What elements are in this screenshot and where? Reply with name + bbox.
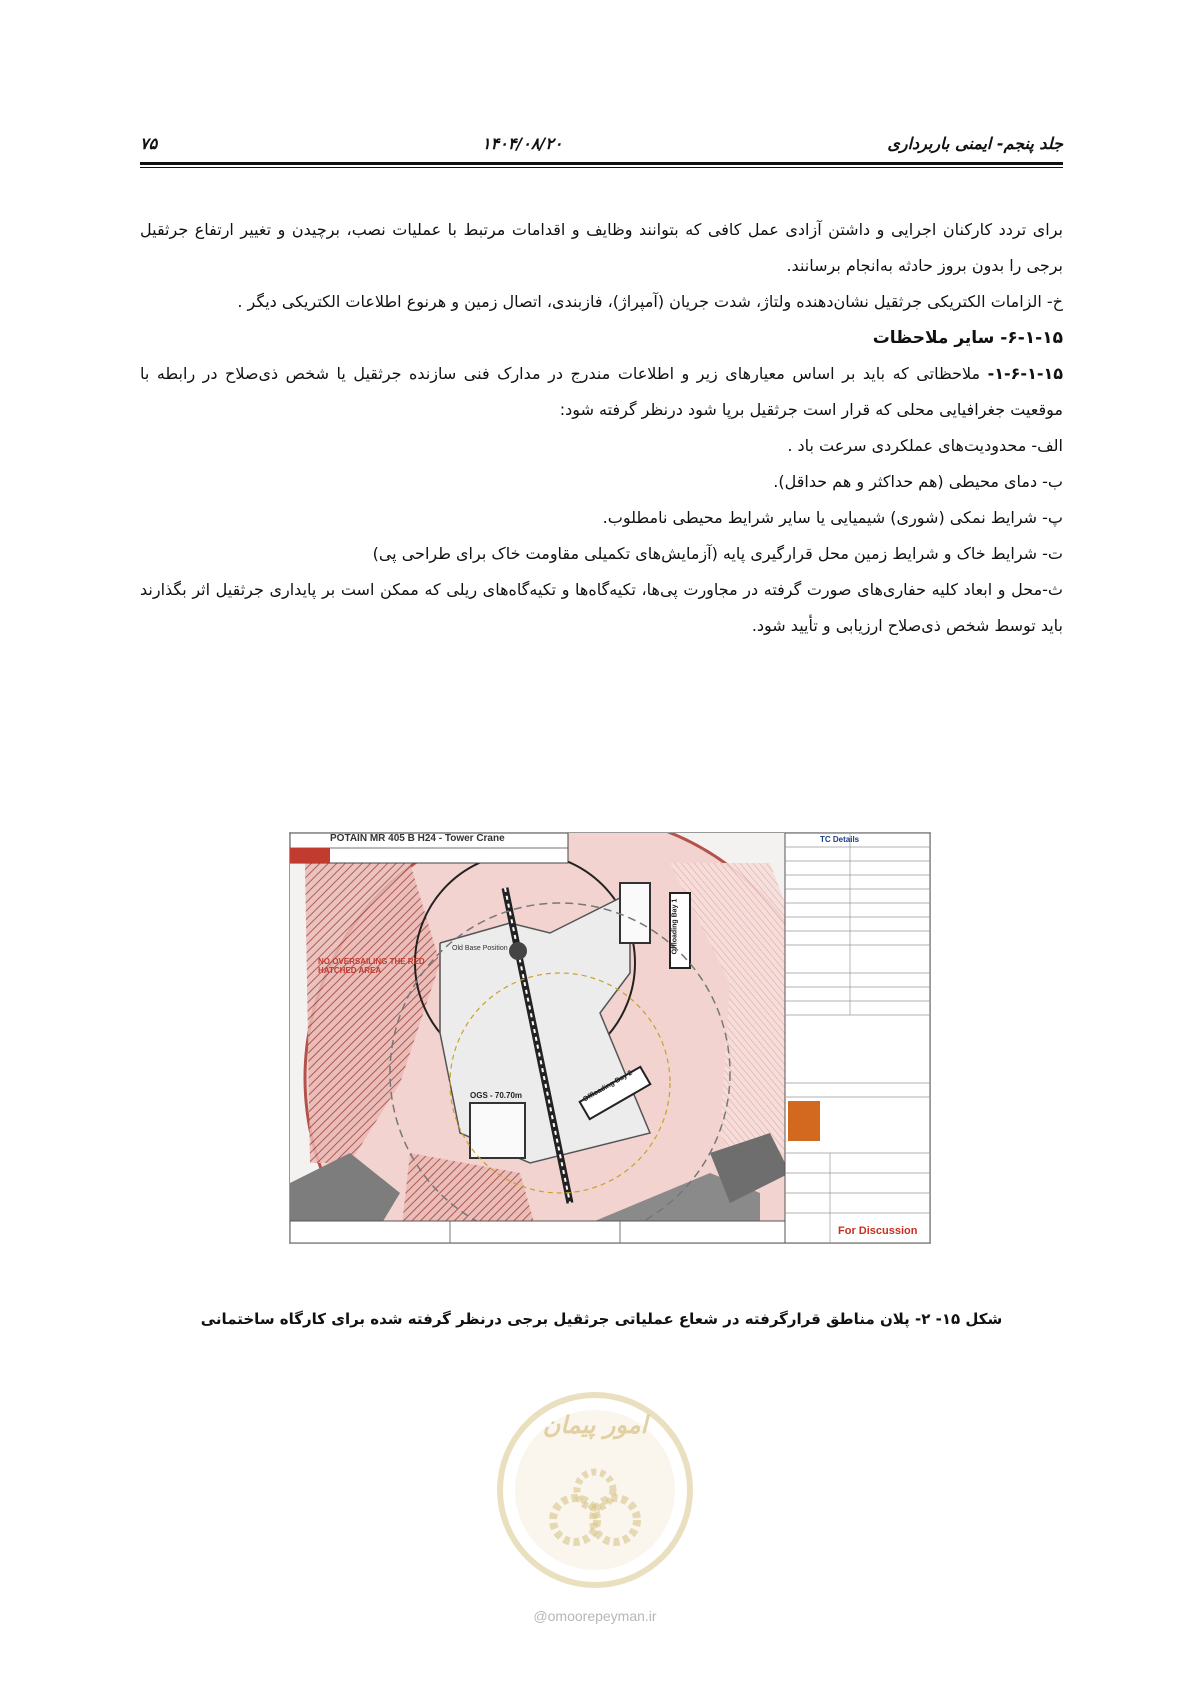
stair-core: [620, 883, 650, 943]
panel-title: TC Details: [820, 835, 860, 844]
company-logo: [788, 1101, 820, 1141]
for-discussion-label: For Discussion: [838, 1225, 918, 1237]
ogs-label: OGS - 70.70m: [470, 1091, 523, 1100]
site-plan-drawing: [290, 833, 930, 1243]
old-base-label: Old Base Position: [452, 945, 508, 952]
oversail-warning: NO OVERSAILING THE RED HATCHED AREA: [318, 957, 425, 975]
details-panel: [785, 833, 930, 1243]
paragraph-2: خ- الزامات الکتریکی جرثقیل نشان‌دهنده ولتاژ، شدت جریان (آمپراژ)، فازبندی، اتصال زمین و هرنوع اطلاعات الکتریکی دیگر .: [237, 292, 1063, 311]
figure-title: POTAIN MR 405 B H24 - Tower Crane: [330, 833, 505, 844]
header-date: ۱۴۰۴/۰۸/۲۰: [482, 133, 563, 153]
watermark-url: @omoorepeyman.ir: [533, 1608, 657, 1624]
paragraph-3: [140, 356, 1063, 428]
list-item-se: ث-محل و ابعاد کلیه حفاری‌های صورت گرفته در مجاورت پی‌ها، تکیه‌گاه‌ها و تکیه‌گاه‌های ریلی که ممکن است بر پایداری جرثقیل اثر بگذارند باید توسط شخص ذی‌صلاح ارزیابی و تأیید شود.: [140, 580, 1063, 635]
page-header: [140, 128, 1063, 158]
crane-site-plan: [289, 832, 931, 1244]
figure-caption: شکل ۱۵- ۲- پلان مناطق قرارگرفته در شعاع عملیاتی جرثقیل برجی درنظر گرفته شده برای کارگاه ساختمانی: [200, 1310, 1003, 1328]
loading-bay-2-label: Offloading Bay 2: [581, 1069, 634, 1104]
list-item-te: ت- شرایط خاک و شرایط زمین محل قرارگیری پایه (آزمایش‌های تکمیلی مقاومت خاک برای طراحی پی): [372, 544, 1063, 563]
book-title: جلد پنجم- ایمنی باربرداری: [887, 133, 1063, 153]
loading-bay-1-label: Offloading Bay 1: [671, 898, 679, 955]
list-item-pe: پ- شرایط نمکی (شوری) شیمیایی یا سایر شرایط محیطی نامطلوب.: [602, 508, 1063, 527]
page-number: ۷۵: [140, 133, 158, 153]
watermark-logo-text: امور پیمان: [542, 1410, 648, 1439]
body-text: [140, 212, 1063, 644]
clause-number: ۱-۶-۱-۱۵-: [987, 364, 1063, 383]
watermark-logo: [470, 1370, 720, 1640]
section-heading: ۶-۱-۱۵- سایر ملاحظات: [872, 328, 1063, 348]
clause-text: ملاحظاتی که باید بر اساس معیارهای زیر و اطلاعات مندرج در مدارک فنی سازنده جرثقیل یا شخص ذی‌صلاح در رابطه با موقعیت جغرافیایی محلی که قرار است جرثقیل برپا شود درنظر گرفته شود:: [140, 364, 1063, 419]
header-rule-thick: [140, 162, 1063, 165]
list-item-alef: الف- محدودیت‌های عملکردی سرعت باد .: [787, 436, 1063, 455]
ogs-structure: [470, 1103, 525, 1158]
header-rule-thin: [140, 167, 1063, 168]
list-item-be: ب- دمای محیطی (هم حداکثر و هم حداقل).: [773, 472, 1063, 491]
paragraph-1: برای تردد کارکنان اجرایی و داشتن آزادی عمل کافی که بتوانند وظایف و اقدامات مرتبط با عملیات نصب، برچیدن و تغییر ارتفاع جرثقیل برجی را بدون بروز حادثه به‌انجام برسانند.: [140, 220, 1063, 275]
crane-mast: [509, 942, 527, 960]
